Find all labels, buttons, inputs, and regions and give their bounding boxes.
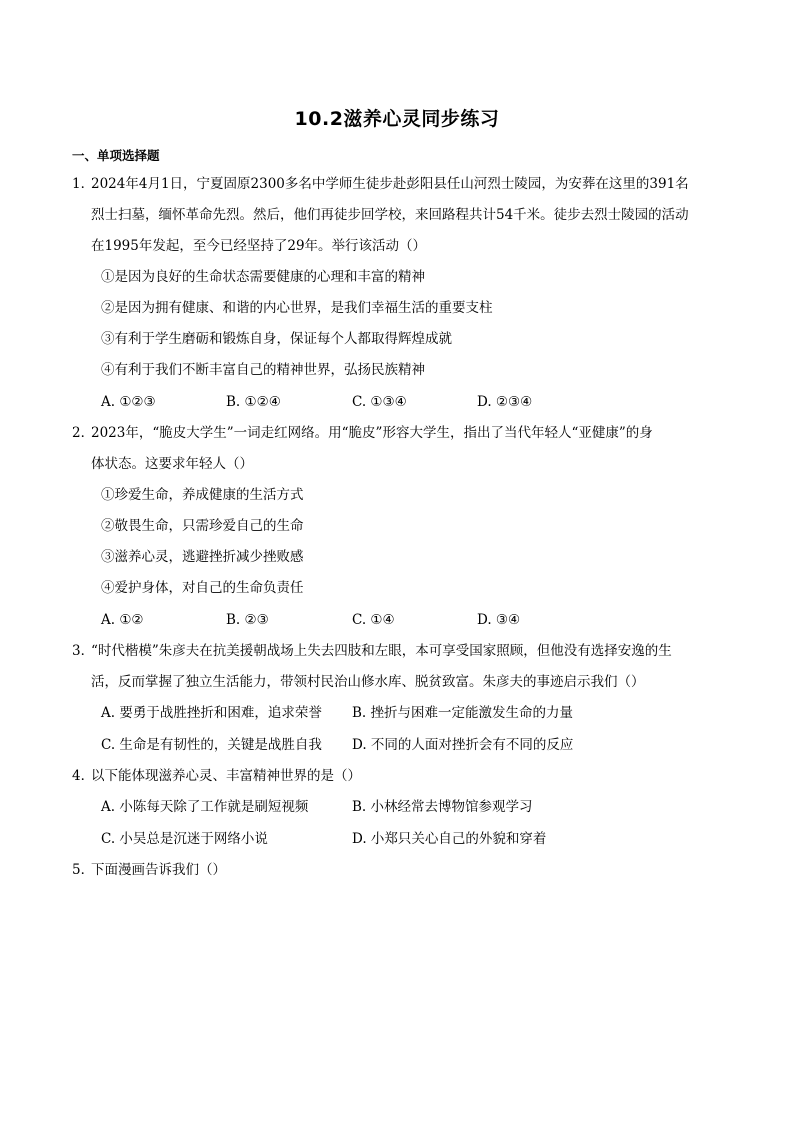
question-text-line: 体状态。这要求年轻人（） [91,456,253,472]
question-number: 3． [72,643,95,659]
question-number: 1． [72,176,95,192]
option-a: A. ①②③ [101,394,156,410]
option-a: A. 小陈每天除了工作就是刷短视频 [101,799,309,815]
option-c: C. ①④ [352,612,395,628]
option-c: C. ①③④ [352,394,407,410]
question-text-line: 2024年4月1日，宁夏固原2300多名中学师生徒步赴彭阳县任山河烈士陵园，为安葬在这里的391名 [91,176,689,192]
option-a: A. ①② [101,612,144,628]
statement-item: ④爱护身体，对自己的生命负责任 [101,580,304,596]
page-title: 10.2滋养心灵同步练习 [294,108,500,130]
statement-item: ②是因为拥有健康、和谐的内心世界，是我们幸福生活的重要支柱 [101,300,493,316]
option-d: D. 小郑只关心自己的外貌和穿着 [352,831,547,847]
question-text-line: 在1995年发起，至今已经坚持了29年。举行该活动（） [91,238,427,254]
question-number: 5． [72,862,95,878]
option-b: B. 挫折与困难一定能激发生命的力量 [352,705,574,721]
question-number: 4． [72,768,95,784]
question-text-line: “时代楷模”朱彦夫在抗美援朝战场上失去四肢和左眼，本可享受国家照顾，但他没有选择安逸的生 [91,643,672,659]
option-b: B. ①②④ [226,394,281,410]
question-text-line: 烈士扫墓，缅怀革命先烈。然后，他们再徒步回学校，来回路程共计54千米。徒步去烈士陵园的活动 [91,207,689,223]
statement-item: ③滋养心灵，逃避挫折减少挫败感 [101,549,304,565]
statement-item: ③有利于学生磨砺和锻炼自身，保证每个人都取得辉煌成就 [101,331,452,347]
question-number: 2． [72,425,95,441]
section-heading: 一、单项选择题 [72,148,160,163]
question-text-line: 活，反而掌握了独立生活能力，带领村民治山修水库、脱贫致富。朱彦夫的事迹启示我们（） [91,674,645,690]
statement-item: ④有利于我们不断丰富自己的精神世界，弘扬民族精神 [101,362,425,378]
option-d: D. ②③④ [477,394,533,410]
option-b: B. 小林经常去博物馆参观学习 [352,799,533,815]
option-c: C. 生命是有韧性的，关键是战胜自我 [101,737,322,753]
question-text-line: 以下能体现滋养心灵、丰富精神世界的是（） [91,768,361,784]
statement-item: ①是因为良好的生命状态需要健康的心理和丰富的精神 [101,269,425,285]
statement-item: ①珍爱生命，养成健康的生活方式 [101,487,304,503]
statement-item: ②敬畏生命，只需珍爱自己的生命 [101,518,304,534]
question-text-line: 下面漫画告诉我们（） [91,862,226,878]
option-d: D. ③④ [477,612,521,628]
option-a: A. 要勇于战胜挫折和困难，追求荣誉 [101,705,322,721]
option-d: D. 不同的人面对挫折会有不同的反应 [352,737,574,753]
option-b: B. ②③ [226,612,269,628]
option-c: C. 小吴总是沉迷于网络小说 [101,831,268,847]
question-text-line: 2023年，“脆皮大学生”一词走红网络。用“脆皮”形容大学生，指出了当代年轻人“亚健康”的身 [91,425,653,441]
